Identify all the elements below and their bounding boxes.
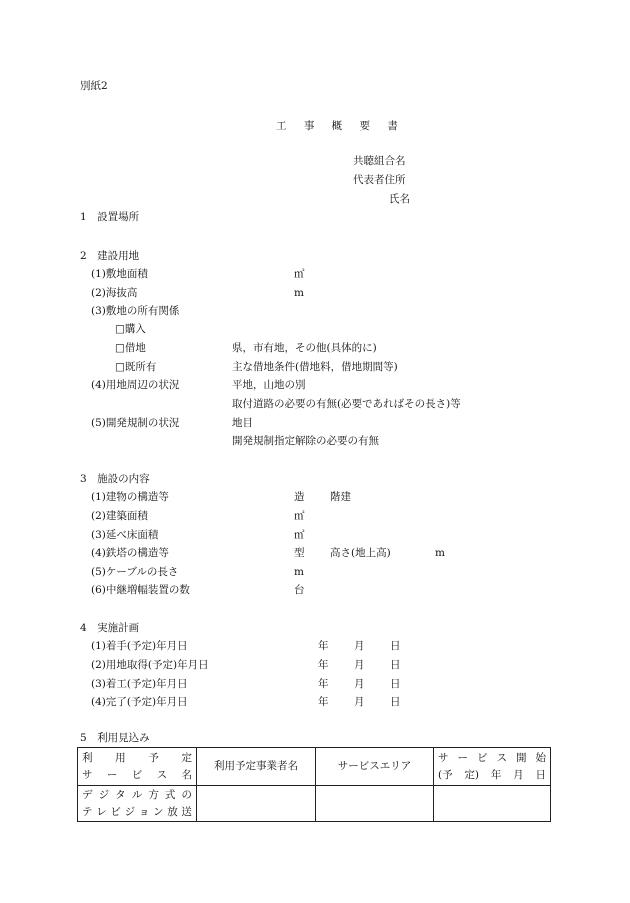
day-unit: 日: [390, 678, 401, 690]
lease-checkbox: □借地: [115, 342, 146, 354]
service-start-header: [434, 748, 551, 786]
regulation-line2: 開発規制指定解除の必要の有無: [232, 435, 379, 447]
plan-row-label: (4)完了(予定)年月日: [91, 696, 188, 708]
tower-height-label: 高さ(地上高): [330, 547, 391, 559]
floor-area-unit: ㎡: [294, 529, 305, 541]
site-area-label: (1)敷地面積: [91, 268, 148, 280]
union-name-label: 共聴組合名: [353, 155, 406, 167]
plan-row-label: (2)用地取得(予定)年月日: [91, 659, 209, 671]
service-start-line1: サ ー ビ ス 開 始: [438, 751, 546, 764]
sec1-heading: 1 設置場所: [80, 211, 140, 223]
service-start-line2: (予 定) 年 月 日: [438, 768, 546, 781]
year-unit: 年: [318, 640, 329, 652]
purchase-checkbox: □購入: [115, 323, 146, 335]
usage-table: [77, 747, 551, 822]
regulation-label: (5)開発規制の状況: [91, 417, 180, 429]
surroundings-line2: 取付道路の必要の有無(必要であればその長さ)等: [232, 398, 461, 410]
month-unit: 月: [354, 640, 365, 652]
usage-table-row: [78, 786, 551, 822]
planned-service-line1: 利 用 予 定: [82, 751, 192, 764]
regulation-line1: 地目: [232, 417, 253, 429]
cable-label: (5)ケーブルの長さ: [91, 566, 179, 578]
name-label: 氏名: [389, 193, 410, 205]
plan-row-label: (1)着手(予定)年月日: [91, 640, 188, 652]
owned-checkbox: □既所有: [115, 361, 157, 373]
digital-tv-service-cell: [78, 786, 197, 822]
ownership-label: (3)敷地の所有関係: [91, 305, 180, 317]
amplifiers-label: (6)中継増幅装置の数: [91, 584, 190, 596]
tower-unit1: 型: [294, 547, 305, 559]
lease-note: 県，市有地，その他(具体的に): [232, 342, 377, 354]
attachment-label: 別紙2: [80, 80, 108, 92]
month-unit: 月: [354, 659, 365, 671]
building-area-unit: ㎡: [294, 510, 305, 522]
year-unit: 年: [318, 659, 329, 671]
month-unit: 月: [354, 696, 365, 708]
structure-unit1: 造: [294, 491, 305, 503]
amplifiers-unit: 台: [294, 584, 305, 596]
plan-row-label: (3)着工(予定)年月日: [91, 678, 188, 690]
digital-tv-line2: テ レ ビ ジ ョ ン 放 送: [82, 805, 192, 818]
rep-address-label: 代表者住所: [353, 174, 406, 186]
structure-label: (1)建物の構造等: [91, 491, 169, 503]
sec2-heading: 2 建設用地: [80, 250, 140, 262]
surroundings-label: (4)用地周辺の状況: [91, 379, 180, 391]
floor-area-label: (3)延べ床面積: [91, 529, 159, 541]
planned-service-line2: サ ー ビ ス 名: [82, 768, 192, 781]
owned-note: 主な借地条件(借地料，借地期間等): [232, 361, 398, 373]
building-area-label: (2)建築面積: [91, 510, 148, 522]
elevation-label: (2)海抜高: [91, 287, 138, 299]
month-unit: 月: [354, 678, 365, 690]
planned-service-header: [78, 748, 197, 786]
tower-label: (4)鉄塔の構造等: [91, 547, 169, 559]
surroundings-line1: 平地，山地の別: [232, 379, 306, 391]
sec4-heading: 4 実施計画: [80, 622, 140, 634]
day-unit: 日: [390, 640, 401, 652]
sec3-heading: 3 施設の内容: [80, 473, 150, 485]
digital-tv-line1: デ ジ タ ル 方 式 の: [82, 788, 192, 801]
service-area-header: サービスエリア: [316, 748, 434, 786]
year-unit: 年: [318, 678, 329, 690]
operator-header: 利用予定事業者名: [197, 748, 316, 786]
year-unit: 年: [318, 696, 329, 708]
day-unit: 日: [390, 659, 401, 671]
tower-unit2: m: [435, 547, 445, 559]
site-area-unit: ㎡: [294, 268, 305, 280]
elevation-unit: m: [294, 287, 304, 299]
cable-unit: m: [294, 566, 304, 578]
page-title: 工 事 概 要 書: [276, 120, 405, 132]
service-area-cell: [316, 786, 434, 822]
day-unit: 日: [390, 696, 401, 708]
sec5-heading: 5 利用見込み: [80, 732, 150, 744]
operator-cell: [197, 786, 316, 822]
service-start-cell: [434, 786, 551, 822]
structure-unit2: 階建: [330, 491, 351, 503]
usage-table-header-row: [78, 748, 551, 786]
